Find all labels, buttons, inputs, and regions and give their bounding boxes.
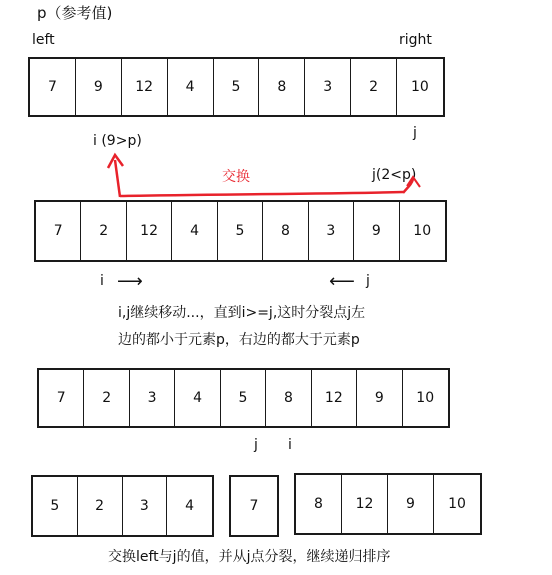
array-row-3 (37, 368, 450, 428)
array-cell: 5 (218, 202, 263, 260)
partition-right (294, 473, 482, 535)
array-cell: 9 (76, 59, 122, 115)
array-cell: 8 (296, 475, 342, 533)
array-cell: 7 (36, 202, 81, 260)
array-cell: 12 (342, 475, 388, 533)
i-pointer-label: i (9>p) (93, 133, 142, 149)
array-cell: 8 (259, 59, 305, 115)
array-cell: 10 (413, 223, 432, 239)
array-cell: 2 (351, 59, 397, 115)
left-label: left (32, 32, 55, 48)
j-pointer-2: j (366, 273, 370, 289)
array-cell: 9 (357, 370, 402, 426)
note-line-2: 边的都小于元素p，右边的都大于元素p (118, 332, 360, 348)
array-row-1 (28, 57, 445, 117)
array-cell: 9 (354, 202, 399, 260)
array-cell: 7 (39, 370, 84, 426)
array-cell: 8 (263, 202, 308, 260)
array-cell: 2 (81, 202, 126, 260)
array-cell: 12 (312, 370, 357, 426)
array-cell: 7 (30, 59, 76, 115)
array-cell: 4 (175, 370, 220, 426)
array-cell: 5 (221, 370, 266, 426)
array-cell: 10 (448, 496, 466, 512)
partition-pivot (229, 475, 279, 537)
array-cell: 9 (388, 475, 434, 533)
pivot-label: p（参考值) (37, 4, 113, 22)
array-cell: 4 (185, 498, 195, 514)
array-cell: 4 (172, 202, 217, 260)
array-cell: 10 (411, 79, 429, 95)
array-cell: 5 (214, 59, 260, 115)
array-cell: 12 (122, 59, 168, 115)
array-cell: 8 (266, 370, 311, 426)
swap-label: 交换 (222, 169, 250, 185)
right-arrow-icon: ⟶ (117, 271, 143, 292)
array-cell: 5 (33, 477, 78, 535)
array-cell: 4 (168, 59, 214, 115)
partition-left (31, 475, 214, 537)
array-row-2 (34, 200, 447, 262)
array-cell: 10 (416, 390, 435, 406)
array-cell: 2 (78, 477, 123, 535)
array-cell: 3 (309, 202, 354, 260)
left-arrow-icon: ⟵ (329, 271, 355, 292)
array-cell: 2 (84, 370, 129, 426)
j-pointer-3: j (254, 437, 258, 453)
i-pointer-2: i (100, 273, 104, 289)
note-line-1: i,j继续移动...，直到i>=j,这时分裂点j左 (118, 305, 366, 321)
array-cell: 7 (249, 498, 259, 514)
j-swap-label: j(2<p) (372, 167, 417, 183)
array-cell: 3 (130, 370, 175, 426)
array-cell: 3 (305, 59, 351, 115)
array-cell: 12 (127, 202, 172, 260)
array-cell: 3 (123, 477, 168, 535)
j-pointer-label: j (413, 125, 417, 141)
i-pointer-3: i (288, 437, 292, 453)
bottom-note: 交换left与j的值，并从j点分裂，继续递归排序 (108, 549, 391, 565)
right-label: right (399, 32, 432, 48)
